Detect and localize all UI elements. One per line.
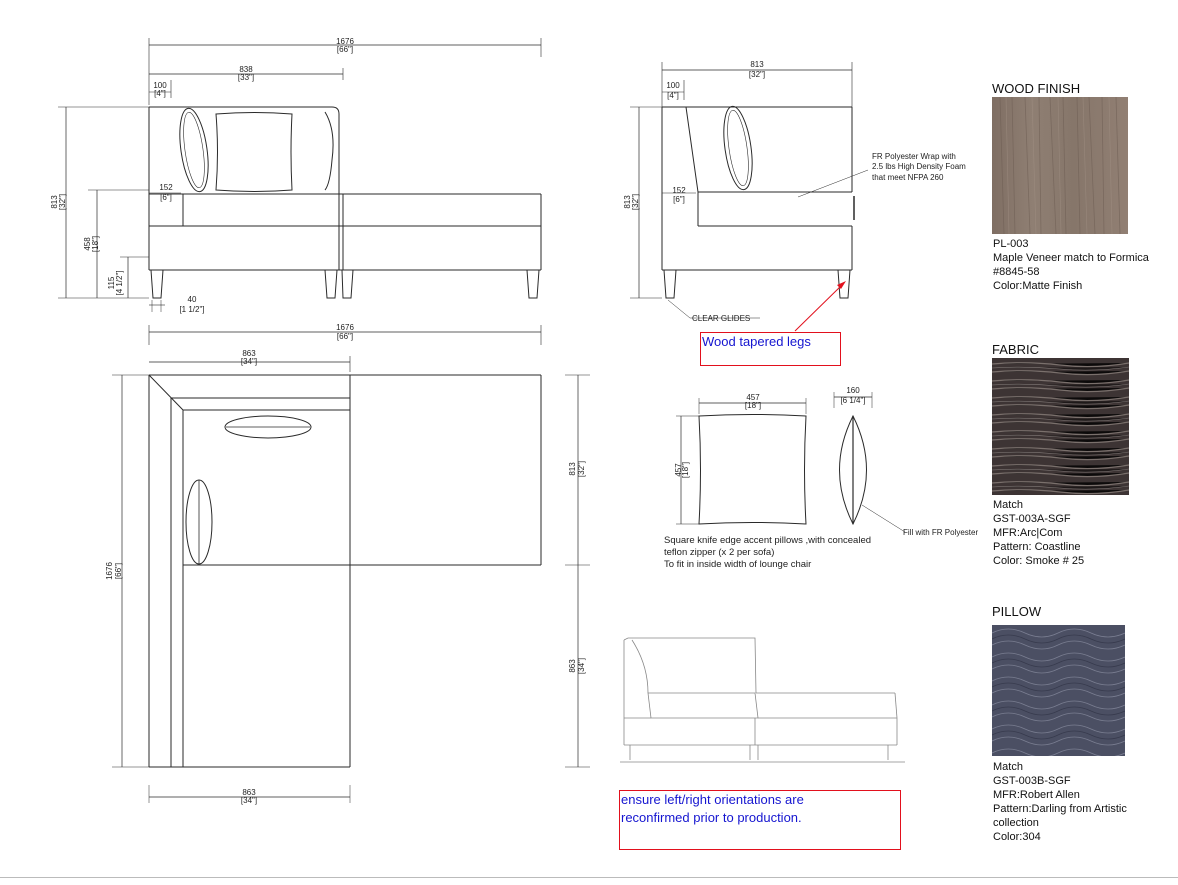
pillow-detail [676,392,905,532]
plan-view [112,325,590,803]
pillow-desc-1: Square knife edge accent pillows ,with concealed [664,535,872,546]
dim-seat: 458 [83,237,92,251]
wood-spec-3: #8845-58 [993,266,1040,278]
wood-spec-4: Color:Matte Finish [993,280,1083,292]
dim-side-arm-in: [6"] [673,195,685,204]
pillow-spec-1: Match [993,761,1023,773]
legs-callout [700,332,841,366]
dim-arm-in: [6"] [160,193,172,202]
dim-side-back-in: [4"] [667,91,679,100]
pillow-spec-3: MFR:Robert Allen [993,789,1080,801]
pillow-title: PILLOW [992,604,1042,619]
foam-note-1: FR Polyester Wrap with [872,152,956,161]
dim-plan-bottom: 863 [242,788,256,797]
pillow-spec-6: Color:304 [993,831,1041,843]
dim-side-back: 100 [666,81,680,90]
fabric-spec-2: GST-003A-SGF [993,513,1071,525]
dim-chaise: 863 [568,659,577,673]
pillow-desc-2: teflon zipper (x 2 per sofa) [664,547,775,558]
dim-leg-in: [4 1/2"] [115,270,124,296]
dim-height-in: [32"] [58,193,67,211]
dim-pillow-height: 457 [674,463,683,477]
wood-spec [993,237,1149,293]
dim-seat-in: [18"] [91,235,100,253]
pillow-spec-5: collection [993,817,1039,829]
dim-chaise-in: [34"] [577,657,586,675]
dim-pillow-height-in: [18"] [681,461,690,479]
pillow-spec-2: GST-003B-SGF [993,775,1071,787]
orientation-line-1: ensure left/right orientations are [621,792,804,807]
foam-note-3: that meet NFPA 260 [872,173,944,182]
dim-plan-depth-in: [66"] [114,562,123,580]
dim-back-width-in: [33"] [237,73,255,82]
dim-side-height: 813 [623,195,632,209]
wood-finish-title: WOOD FINISH [992,81,1081,96]
dim-chair-depth-in: [32"] [577,460,586,478]
dim-plan-bottom-in: [34"] [240,796,258,805]
pillow-fill-note: Fill with FR Polyester [903,528,979,537]
foam-note-2: 2.5 lbs High Density Foam [872,162,966,171]
dim-plan-width: 1676 [336,323,354,332]
pillow-swatch-image [992,625,1125,756]
front-elevation [58,38,541,312]
page-bottom-border [0,877,1178,878]
dim-pillow-width: 457 [746,393,760,402]
wood-spec-1: PL-003 [993,238,1029,250]
dim-arm: 152 [159,183,173,192]
pillow-spec-4: Pattern:Darling from Artistic [993,803,1127,815]
dim-leg-inset: 40 [187,295,197,304]
dim-height: 813 [50,195,59,209]
dim-back-width: 838 [239,65,253,74]
wood-spec-2: Maple Veneer match to Formica [993,252,1149,264]
sofa-sketch [620,638,905,762]
wood-swatch-image [992,97,1128,234]
dim-plan-width-in: [66"] [336,332,354,341]
fabric-spec [993,498,1084,568]
dim-side-depth-in: [32"] [748,70,766,79]
dim-leg: 115 [107,276,116,290]
fabric-swatch-image [992,358,1129,495]
dim-back-depth: 100 [153,81,167,90]
dim-pillow-thick-in: [6 1/4"] [840,396,866,405]
pillow-description [664,535,871,571]
dim-overall-width-in: [66"] [336,45,354,54]
dim-chair-depth: 813 [568,462,577,476]
dim-pillow-width-in: [18"] [744,401,762,410]
dim-plan-chair: 863 [242,349,256,358]
orientation-line-2: reconfirmed prior to production. [621,810,802,825]
dim-overall-width: 1676 [336,37,354,46]
fabric-spec-3: MFR:Arc|Com [993,527,1063,539]
side-elevation [630,62,868,318]
dim-side-height-in: [32"] [631,193,640,211]
dim-plan-depth: 1676 [105,562,114,580]
pillow-desc-3: To fit in inside width of lounge chair [664,559,812,570]
dim-pillow-thick: 160 [846,386,860,395]
fabric-spec-5: Color: Smoke # 25 [993,555,1085,567]
fabric-spec-1: Match [993,499,1023,511]
dim-leg-inset-in: [1 1/2"] [179,305,205,314]
legs-arrow [795,281,846,331]
pillow-spec [993,760,1127,844]
dim-side-arm: 152 [672,186,686,195]
legs-callout-text: Wood tapered legs [702,334,811,349]
fabric-spec-4: Pattern: Coastline [993,541,1081,553]
glides-label: CLEAR GLIDES [692,314,751,323]
fabric-title: FABRIC [992,342,1039,357]
dim-back-depth-in: [4"] [154,89,166,98]
dim-side-depth: 813 [750,60,764,69]
orientation-callout [619,790,901,850]
dim-plan-chair-in: [34"] [240,357,258,366]
